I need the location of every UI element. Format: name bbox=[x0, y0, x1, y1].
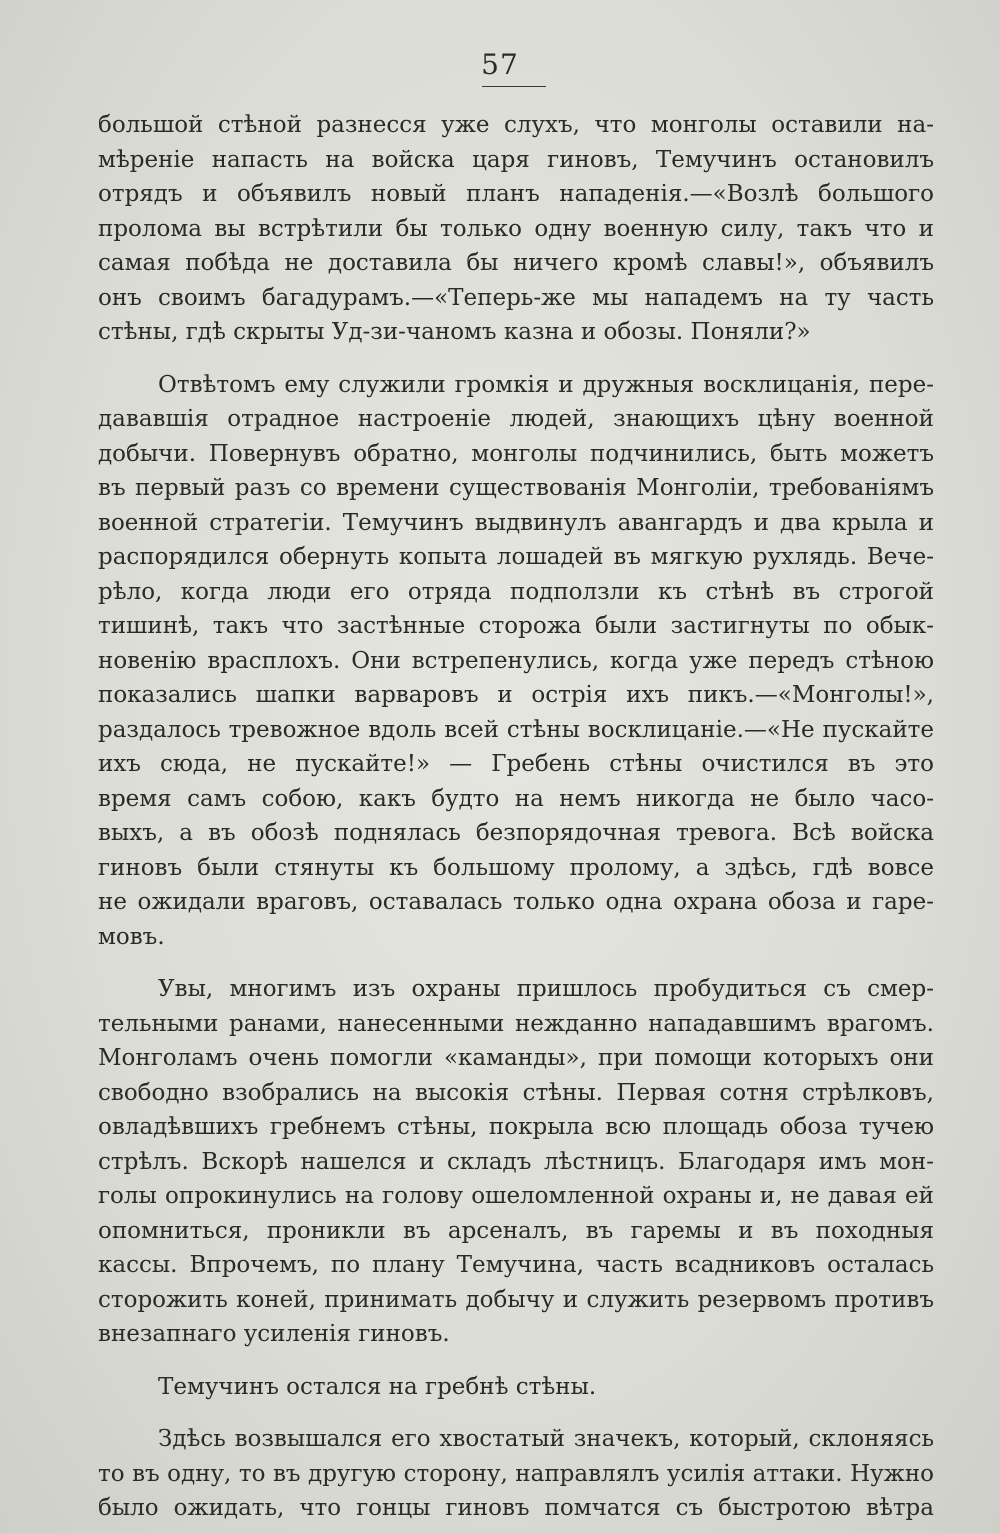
text-line: не ожидали враговъ, оставалась только одна охрана обоза и гаре- bbox=[98, 889, 934, 915]
paragraph-gap bbox=[98, 1352, 934, 1370]
text-line: опомниться, проникли въ арсеналъ, въ гаремы и въ походныя bbox=[98, 1217, 934, 1244]
text-line: Темучинъ остался на гребнѣ стѣны. bbox=[158, 1373, 597, 1400]
text-line: въ первый разъ со времени существованія Монголіи, требованіямъ bbox=[98, 475, 934, 501]
paragraph-gap bbox=[98, 350, 934, 368]
text-line: голы опрокинулись на голову ошеломленной охраны и, не давая ей bbox=[98, 1183, 934, 1209]
text-line: новенію врасплохъ. Они встрепенулись, когда уже передъ стѣною bbox=[98, 647, 934, 674]
text-line: гиновъ были стянуты къ большому пролому, а здѣсь, гдѣ вовсе bbox=[98, 854, 934, 881]
text-line: показались шапки варваровъ и острія ихъ пикъ.—«Монголы!», bbox=[98, 682, 934, 708]
paragraph bbox=[98, 368, 934, 955]
paragraph-gap bbox=[98, 954, 934, 972]
text-line: отрядъ и объявилъ новый планъ нападенія.—«Возлѣ большого bbox=[98, 181, 934, 207]
text-line: мѣреніе напасть на войска царя гиновъ, Темучинъ остановилъ bbox=[98, 146, 934, 173]
text-line: Отвѣтомъ ему служили громкія и дружныя восклицанія, пере- bbox=[158, 371, 934, 398]
text-line: стрѣлъ. Вскорѣ нашелся и складъ лѣстницъ. Благодаря имъ мон- bbox=[98, 1148, 934, 1175]
text-line: выхъ, а въ обозѣ поднялась безпорядочная тревога. Всѣ войска bbox=[98, 820, 934, 846]
text-line: внезапнаго усиленія гиновъ. bbox=[98, 1321, 450, 1347]
page-number: 57 bbox=[481, 48, 519, 81]
text-line: было ожидать, что гонцы гиновъ помчатся съ быстротою вѣтра bbox=[98, 1495, 934, 1521]
text-line: стѣны, гдѣ скрыты Уд-зи-чаномъ казна и обозы. Поняли?» bbox=[98, 319, 811, 345]
text-line: овладѣвшихъ гребнемъ стѣны, покрыла всю площадь обоза тучею bbox=[98, 1114, 934, 1140]
text-line: раздалось тревожное вдоль всей стѣны восклицаніе.—«Не пускайте bbox=[98, 716, 934, 743]
text-line: рѣло, когда люди его отряда подползли къ стѣнѣ въ строгой bbox=[98, 578, 934, 605]
paragraph bbox=[98, 972, 934, 1352]
paragraph-gap bbox=[98, 1404, 934, 1422]
text-line: сторожить коней, принимать добычу и служить резервомъ противъ bbox=[98, 1286, 934, 1313]
text-line: тельными ранами, нанесенными нежданно нападавшимъ врагомъ. bbox=[98, 1010, 934, 1037]
paragraph bbox=[98, 1422, 934, 1526]
text-line: мовъ. bbox=[98, 923, 165, 950]
text-line: Здѣсь возвышался его хвостатый значекъ, который, склоняясь bbox=[158, 1426, 934, 1452]
text-line: время самъ собою, какъ будто на немъ никогда не было часо- bbox=[98, 785, 934, 812]
paragraph bbox=[98, 108, 934, 350]
text-line: онъ своимъ багадурамъ.—«Теперь-же мы нападемъ на ту часть bbox=[98, 284, 934, 311]
text-line: распорядился обернуть копыта лошадей въ мягкую рухлядь. Вече- bbox=[98, 544, 934, 570]
text-line: то въ одну, то въ другую сторону, направлялъ усилія аттаки. Нужно bbox=[98, 1460, 934, 1487]
paragraph bbox=[98, 1370, 934, 1405]
text-line: большой стѣной разнесся уже слухъ, что монголы оставили на- bbox=[98, 112, 934, 138]
text-line: Монголамъ очень помогли «каманды», при помощи которыхъ они bbox=[98, 1045, 934, 1071]
text-line: добычи. Повернувъ обратно, монголы подчинились, быть можетъ bbox=[98, 440, 934, 467]
text-line: свободно взобрались на высокія стѣны. Первая сотня стрѣлковъ, bbox=[98, 1079, 934, 1106]
body-text bbox=[98, 108, 934, 1526]
text-line: самая побѣда не доставила бы ничего кромѣ славы!», объявилъ bbox=[98, 250, 934, 276]
text-line: тишинѣ, такъ что застѣнные сторожа были застигнуты по обык- bbox=[98, 613, 934, 639]
text-line: кассы. Впрочемъ, по плану Темучина, часть всадниковъ осталась bbox=[98, 1252, 934, 1278]
text-line: Увы, многимъ изъ охраны пришлось пробудиться съ смер- bbox=[158, 976, 934, 1002]
text-line: дававшія отрадное настроеніе людей, знающихъ цѣну военной bbox=[98, 406, 934, 432]
text-line: пролома вы встрѣтили бы только одну военную силу, такъ что и bbox=[98, 215, 934, 242]
text-line: ихъ сюда, не пускайте!» — Гребень стѣны очистился въ это bbox=[98, 751, 934, 777]
page-number-rule bbox=[482, 86, 546, 87]
text-line: военной стратегіи. Темучинъ выдвинулъ авангардъ и два крыла и bbox=[98, 509, 934, 536]
